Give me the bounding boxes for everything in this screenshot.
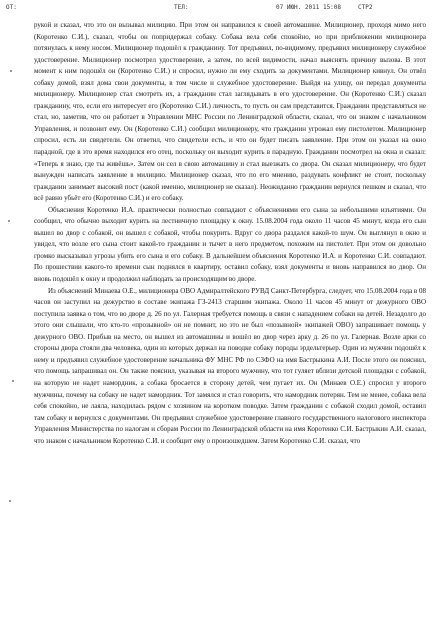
fax-from: ОТ: (6, 4, 17, 11)
paragraph-testimony-minaev: Из объяснений Минаева О.Е., милиционера ОВО Адмиралтейского РУВД Санкт-Петербурга, следует, что 15.08.2004 года в 08 часов он заступил на дежурство в составе экипажа ГЗ-2413 старшим экипажа. Около 11 часов 45 минут от дежурного ОВО поступила заявка о том, что во дворе д. 26 по ул. Галерная требуется помощь в связи с нападением собаки на детей. Незадолго до этого они слышали, что кто-то «прозывной» он не помнит, но это не был «позывной» экипажей ОВО) запрашивает помощь у дежурного ОВО. Прибыв на место, он вышел из автомашины и вошёл во двор через арку д. 26 по ул. Галерная. Возле арки со стороны двора стояли два человека, один из которых держал на поводке собаку породы эрдельтерьер. Один из мужчин подошёл к нему и предъявил служебное удостоверение начальника ФУ МНС РФ по СЗФО на имя Бастрыкина А.И. После этого он пояснил, что помощь запрашивал он. Он также пояснил, указывая на второго мужчину, что тот гуляет вблизи детской площадки с собакой, на которую не надет намордник, а собака бросается в сторону детей, чем пугает их. Он (Минаев О.Е.) спросил у второго мужчины, почему на собаку не надет намордник. Тот замялся и стал говорить, что намордник потерян. Тем не менее, собака вела себя спокойно, не лаяла, находилась рядом с хозяином на коротком поводке. Затем гражданин с собакой сходил домой, оставил там собаку и вернулся с документами. Он предъявил служебное удостоверение главного государственного налогового инспектора Управления Министерства по налогам и сборам России по Ленинградской области на имя Коротенко С.И. Бастрыкин А.И. сказал, что знаком с начальником Коротенко С.И. и сообщит ему о произошедшем. Затем Коротенко С.И. сказал, что (34, 286, 426, 445)
fax-page-number: СТР2 (358, 4, 373, 11)
document-body (34, 20, 426, 447)
paragraph-testimony-korotenko-s: рукой и сказал, что это он вызывал милицию. При этом он направился к своей автомашине. Милиционер, проходя мимо него (Коротенко С.И.), сказал, чтобы он попридержал собаку. Собака вела себя спокойно, но при приближении милиционера потянулась к нему носом. Милиционер подошёл к гражданину. Тот предъявил, по-видимому, предъявил милиционеру служебное удостоверение. Милиционер посмотрел удостоверение, а затем, по всей видимости, начал выяснять причину вызова. В этот момент к ним подошёл он (Коротенко С.И.) и спросил, нужно ли ему сходить за документами. Милиционер кивнул. Он отвёл собаку домой, взял дома свои документы, в том числе и служебное удостоверение. Выйдя на улицу, он передал документы милиционеру. Милиционер стал смотреть их, а гражданин стал заглядывать в его удостоверение. Он (Коротенко С.И.) сказал гражданину, что, если его интересует его (Коротенко С.И.) личность, то пусть он сам представится. Гражданин представляться не стал, но, заметив, что он работает в Управлении МНС России по Ленинградской области, сказал, что он знаком с начальником Управления, и позвонит ему. Он (Коротенко С.И.) сообщил милиционеру, что гражданин угрожал ему пистолетом. Милиционер спросил, есть ли свидетели. Он ответил, что свидетели есть, и что он будет писать заявление. При этом он указал на окно парадной, где в это время находился его отец, поскольку он выходит курить в парадную. Гражданин посмотрел на окна и сказал: «Теперь я знаю, где ты живёшь». Затем он сел в свою автомашину и стал выезжать со двора. Он сказал милиционеру, что будет вынужден написать заявление в милицию. Милиционер сказал, что по его мнению, раздувать конфликт не стоит, поскольку гражданин занимает высокий пост (какой именно, милиционер не сказал). Неожиданно гражданин вернулся пешком и сказал, что всё равно убьёт его (Коротенко С.И.) и его собаку. (34, 21, 426, 203)
fax-tel: ТЕЛ: (174, 4, 189, 11)
paragraph-testimony-korotenko-i: Объяснения Коротенко И.А. практически полностью совпадают с объяснениями его сына за небольшими изъятиями. Он сообщил, что обычно выходит курить на лестничную площадку к окну. 15.08.2004 года около 11 часов 45 минут, когда его сын вышел во двор с собакой, он вышел с собакой, чтобы покурить. Вдруг со двора раздался какой-то шум. Он выглянул в окно и увидел, что возле его сына стоит какой-то гражданин и тычет в него предметом, похожим на пистолет. При этом он довольно громко высказывал угрозы убить его сына и его собаку. В дальнейшем объяснения Коротенко И.А. и Коротенко С.И. совпадают. По прошествии какого-то времени сын поднялся в квартиру, оставил собаку, взял документы и вновь направился во двор. Он вновь подошёл к окну и продолжил наблюдать за происходящим во дворе. (34, 205, 426, 284)
fax-header (6, 4, 440, 16)
scan-margin-marks (4, 30, 24, 620)
fax-datetime: 07 ИЮН. 2011 15:08 (276, 4, 342, 11)
